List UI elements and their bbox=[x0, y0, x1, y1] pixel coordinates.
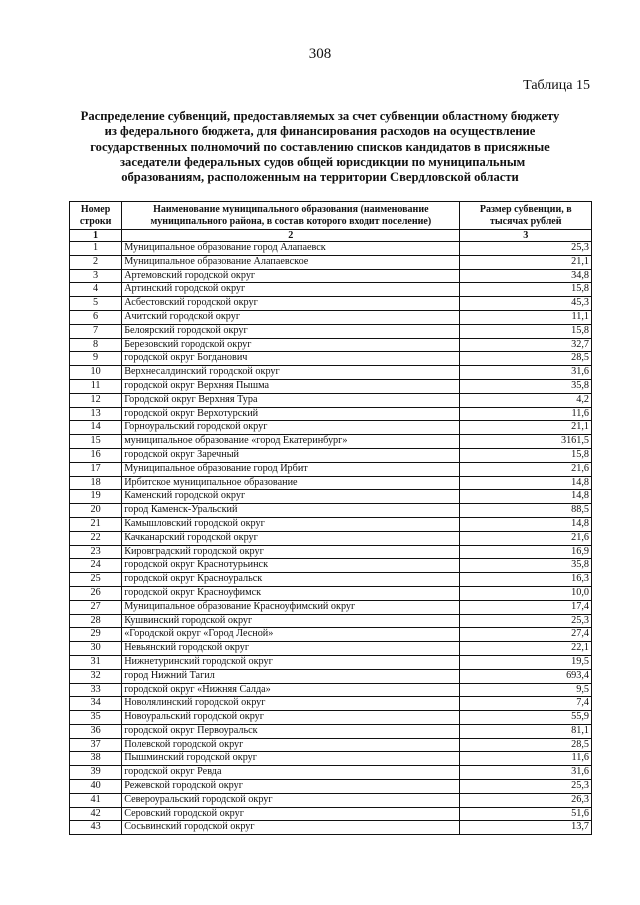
row-number: 20 bbox=[70, 504, 122, 518]
table-row bbox=[70, 628, 592, 642]
table-row bbox=[70, 393, 592, 407]
subsidy-amount: 32,7 bbox=[460, 338, 592, 352]
subsidy-amount: 15,8 bbox=[460, 448, 592, 462]
municipality-name: Ирбитское муниципальное образование bbox=[122, 476, 460, 490]
municipality-name: Невьянский городской округ bbox=[122, 642, 460, 656]
row-number: 19 bbox=[70, 490, 122, 504]
subsidy-amount: 11,6 bbox=[460, 752, 592, 766]
table-row bbox=[70, 352, 592, 366]
subsidy-amount: 25,3 bbox=[460, 780, 592, 794]
municipality-name: Белоярский городской округ bbox=[122, 324, 460, 338]
subsidy-amount: 35,8 bbox=[460, 379, 592, 393]
municipality-name: Сосьвинский городской округ bbox=[122, 821, 460, 835]
subsidy-amount: 21,1 bbox=[460, 255, 592, 269]
municipality-name: Североуральский городской округ bbox=[122, 793, 460, 807]
municipality-name: городской округ Ревда bbox=[122, 766, 460, 780]
subsidy-amount: 28,5 bbox=[460, 738, 592, 752]
row-number: 6 bbox=[70, 310, 122, 324]
subsidy-amount: 35,8 bbox=[460, 559, 592, 573]
table-body bbox=[70, 242, 592, 835]
table-row bbox=[70, 421, 592, 435]
subsidy-amount: 3161,5 bbox=[460, 435, 592, 449]
subsidy-amount: 21,1 bbox=[460, 421, 592, 435]
row-number: 37 bbox=[70, 738, 122, 752]
municipality-name: городской округ Верхотурский bbox=[122, 407, 460, 421]
subsidy-amount: 16,3 bbox=[460, 573, 592, 587]
table-row bbox=[70, 766, 592, 780]
table-row bbox=[70, 586, 592, 600]
municipality-name: город Каменск-Уральский bbox=[122, 504, 460, 518]
table-row bbox=[70, 462, 592, 476]
table-row bbox=[70, 531, 592, 545]
municipality-name: Асбестовский городской округ bbox=[122, 297, 460, 311]
column-number-row bbox=[70, 230, 592, 242]
table-row bbox=[70, 324, 592, 338]
municipality-name: Новоуральский городской округ bbox=[122, 711, 460, 725]
subsidy-amount: 4,2 bbox=[460, 393, 592, 407]
column-number: 2 bbox=[122, 230, 460, 242]
municipality-name: городской округ Краснотурьинск bbox=[122, 559, 460, 573]
column-number: 3 bbox=[460, 230, 592, 242]
municipality-name: Серовский городской округ bbox=[122, 807, 460, 821]
table-row bbox=[70, 793, 592, 807]
table-row bbox=[70, 476, 592, 490]
municipality-name: город Нижний Тагил bbox=[122, 669, 460, 683]
row-number: 28 bbox=[70, 614, 122, 628]
municipality-name: Кировградский городской округ bbox=[122, 545, 460, 559]
subsidy-amount: 45,3 bbox=[460, 297, 592, 311]
municipality-name: городской округ Заречный bbox=[122, 448, 460, 462]
municipality-name: Пышминский городской округ bbox=[122, 752, 460, 766]
table-row bbox=[70, 407, 592, 421]
header-row-number: Номер строки bbox=[70, 202, 122, 230]
municipality-name: Качканарский городской округ bbox=[122, 531, 460, 545]
municipality-name: городской округ Первоуральск bbox=[122, 724, 460, 738]
municipality-name: городской округ Верхняя Пышма bbox=[122, 379, 460, 393]
table-row bbox=[70, 559, 592, 573]
row-number: 10 bbox=[70, 366, 122, 380]
row-number: 2 bbox=[70, 255, 122, 269]
subsidy-amount: 21,6 bbox=[460, 531, 592, 545]
title-line: заседатели федеральных судов общей юрисдикции по муниципальным bbox=[120, 154, 526, 169]
municipality-name: Нижнетуринский городской округ bbox=[122, 655, 460, 669]
table-row bbox=[70, 697, 592, 711]
municipality-name: городской округ «Нижняя Салда» bbox=[122, 683, 460, 697]
subsidy-amount: 19,5 bbox=[460, 655, 592, 669]
header-subsidy-amount: Размер субвенции, в тысячах рублей bbox=[460, 202, 592, 230]
table-row bbox=[70, 448, 592, 462]
table-row bbox=[70, 379, 592, 393]
subsidy-amount: 10,0 bbox=[460, 586, 592, 600]
header-municipality-name: Наименование муниципального образования (наименование муниципального района, в состав которого входит поселение) bbox=[122, 202, 460, 230]
table-row bbox=[70, 310, 592, 324]
municipality-name: Городской округ Верхняя Тура bbox=[122, 393, 460, 407]
subsidy-amount: 11,1 bbox=[460, 310, 592, 324]
subsidy-amount: 28,5 bbox=[460, 352, 592, 366]
table-row bbox=[70, 242, 592, 256]
municipality-name: Кушвинский городской округ bbox=[122, 614, 460, 628]
row-number: 26 bbox=[70, 586, 122, 600]
row-number: 33 bbox=[70, 683, 122, 697]
subsidy-amount: 14,8 bbox=[460, 490, 592, 504]
municipality-name: Режевской городской округ bbox=[122, 780, 460, 794]
municipality-name: Муниципальное образование город Ирбит bbox=[122, 462, 460, 476]
table-row bbox=[70, 366, 592, 380]
table-row bbox=[70, 642, 592, 656]
subsidy-amount: 34,8 bbox=[460, 269, 592, 283]
table-row bbox=[70, 255, 592, 269]
table-row bbox=[70, 669, 592, 683]
row-number: 27 bbox=[70, 600, 122, 614]
subsidy-amount: 9,5 bbox=[460, 683, 592, 697]
table-row bbox=[70, 807, 592, 821]
municipality-name: городской округ Богданович bbox=[122, 352, 460, 366]
subsidy-amount: 16,9 bbox=[460, 545, 592, 559]
subsidy-amount: 693,4 bbox=[460, 669, 592, 683]
row-number: 13 bbox=[70, 407, 122, 421]
row-number: 42 bbox=[70, 807, 122, 821]
subsidy-amount: 7,4 bbox=[460, 697, 592, 711]
municipality-name: Горноуральский городской округ bbox=[122, 421, 460, 435]
row-number: 30 bbox=[70, 642, 122, 656]
row-number: 4 bbox=[70, 283, 122, 297]
subsidy-amount: 88,5 bbox=[460, 504, 592, 518]
municipality-name: «Городской округ «Город Лесной» bbox=[122, 628, 460, 642]
row-number: 9 bbox=[70, 352, 122, 366]
row-number: 43 bbox=[70, 821, 122, 835]
row-number: 22 bbox=[70, 531, 122, 545]
subsidy-table bbox=[69, 201, 592, 835]
table-row bbox=[70, 600, 592, 614]
municipality-name: Артинский городской округ bbox=[122, 283, 460, 297]
row-number: 38 bbox=[70, 752, 122, 766]
table-row bbox=[70, 269, 592, 283]
title-line: из федерального бюджета, для финансирования расходов на осуществление bbox=[104, 124, 536, 139]
table-row bbox=[70, 490, 592, 504]
subsidy-amount: 14,8 bbox=[460, 476, 592, 490]
title-line: государственных полномочий по составлению списков кандидатов в присяжные bbox=[90, 139, 550, 154]
table-row bbox=[70, 738, 592, 752]
row-number: 7 bbox=[70, 324, 122, 338]
table-row bbox=[70, 655, 592, 669]
municipality-name: Полевской городской округ bbox=[122, 738, 460, 752]
row-number: 34 bbox=[70, 697, 122, 711]
municipality-name: Камышловский городской округ bbox=[122, 517, 460, 531]
title-line: образованиям, расположенным на территории Свердловской области bbox=[121, 170, 519, 185]
municipality-name: Каменский городской округ bbox=[122, 490, 460, 504]
row-number: 25 bbox=[70, 573, 122, 587]
municipality-name: городской округ Красноуфимск bbox=[122, 586, 460, 600]
document-title bbox=[60, 109, 580, 185]
row-number: 1 bbox=[70, 242, 122, 256]
municipality-name: Березовский городской округ bbox=[122, 338, 460, 352]
row-number: 32 bbox=[70, 669, 122, 683]
row-number: 14 bbox=[70, 421, 122, 435]
table-row bbox=[70, 752, 592, 766]
subsidy-amount: 81,1 bbox=[460, 724, 592, 738]
municipality-name: муниципальное образование «город Екатеринбург» bbox=[122, 435, 460, 449]
subsidy-amount: 25,3 bbox=[460, 242, 592, 256]
title-line: Распределение субвенций, предоставляемых за счет субвенции областному бюджету bbox=[80, 109, 560, 123]
table-row bbox=[70, 338, 592, 352]
municipality-name: Артемовский городской округ bbox=[122, 269, 460, 283]
table-row bbox=[70, 724, 592, 738]
row-number: 11 bbox=[70, 379, 122, 393]
row-number: 18 bbox=[70, 476, 122, 490]
table-row bbox=[70, 517, 592, 531]
table-row bbox=[70, 283, 592, 297]
municipality-name: Новолялинский городской округ bbox=[122, 697, 460, 711]
row-number: 17 bbox=[70, 462, 122, 476]
row-number: 21 bbox=[70, 517, 122, 531]
subsidy-amount: 11,6 bbox=[460, 407, 592, 421]
subsidy-amount: 51,6 bbox=[460, 807, 592, 821]
row-number: 36 bbox=[70, 724, 122, 738]
table-row bbox=[70, 504, 592, 518]
row-number: 5 bbox=[70, 297, 122, 311]
subsidy-amount: 31,6 bbox=[460, 366, 592, 380]
row-number: 40 bbox=[70, 780, 122, 794]
table-row bbox=[70, 614, 592, 628]
subsidy-amount: 55,9 bbox=[460, 711, 592, 725]
municipality-name: Муниципальное образование Красноуфимский округ bbox=[122, 600, 460, 614]
row-number: 35 bbox=[70, 711, 122, 725]
row-number: 29 bbox=[70, 628, 122, 642]
subsidy-amount: 15,8 bbox=[460, 283, 592, 297]
column-number: 1 bbox=[70, 230, 122, 242]
table-row bbox=[70, 683, 592, 697]
subsidy-amount: 15,8 bbox=[460, 324, 592, 338]
subsidy-amount: 26,3 bbox=[460, 793, 592, 807]
municipality-name: Ачитский городской округ bbox=[122, 310, 460, 324]
subsidy-amount: 13,7 bbox=[460, 821, 592, 835]
municipality-name: Верхнесалдинский городской округ bbox=[122, 366, 460, 380]
table-label: Таблица 15 bbox=[523, 78, 590, 93]
table-row bbox=[70, 545, 592, 559]
municipality-name: городской округ Красноуральск bbox=[122, 573, 460, 587]
row-number: 23 bbox=[70, 545, 122, 559]
row-number: 15 bbox=[70, 435, 122, 449]
table-row bbox=[70, 821, 592, 835]
subsidy-amount: 25,3 bbox=[460, 614, 592, 628]
row-number: 39 bbox=[70, 766, 122, 780]
row-number: 8 bbox=[70, 338, 122, 352]
subsidy-amount: 14,8 bbox=[460, 517, 592, 531]
row-number: 41 bbox=[70, 793, 122, 807]
row-number: 16 bbox=[70, 448, 122, 462]
table-row bbox=[70, 573, 592, 587]
row-number: 31 bbox=[70, 655, 122, 669]
table-row bbox=[70, 780, 592, 794]
municipality-name: Муниципальное образование город Алапаевск bbox=[122, 242, 460, 256]
municipality-name: Муниципальное образование Алапаевское bbox=[122, 255, 460, 269]
table-row bbox=[70, 297, 592, 311]
table-header-row bbox=[70, 202, 592, 230]
subsidy-amount: 31,6 bbox=[460, 766, 592, 780]
subsidy-amount: 17,4 bbox=[460, 600, 592, 614]
table-row bbox=[70, 711, 592, 725]
subsidy-amount: 21,6 bbox=[460, 462, 592, 476]
subsidy-amount: 22,1 bbox=[460, 642, 592, 656]
page-number: 308 bbox=[308, 46, 332, 62]
subsidy-amount: 27,4 bbox=[460, 628, 592, 642]
row-number: 3 bbox=[70, 269, 122, 283]
table-row bbox=[70, 435, 592, 449]
row-number: 24 bbox=[70, 559, 122, 573]
row-number: 12 bbox=[70, 393, 122, 407]
